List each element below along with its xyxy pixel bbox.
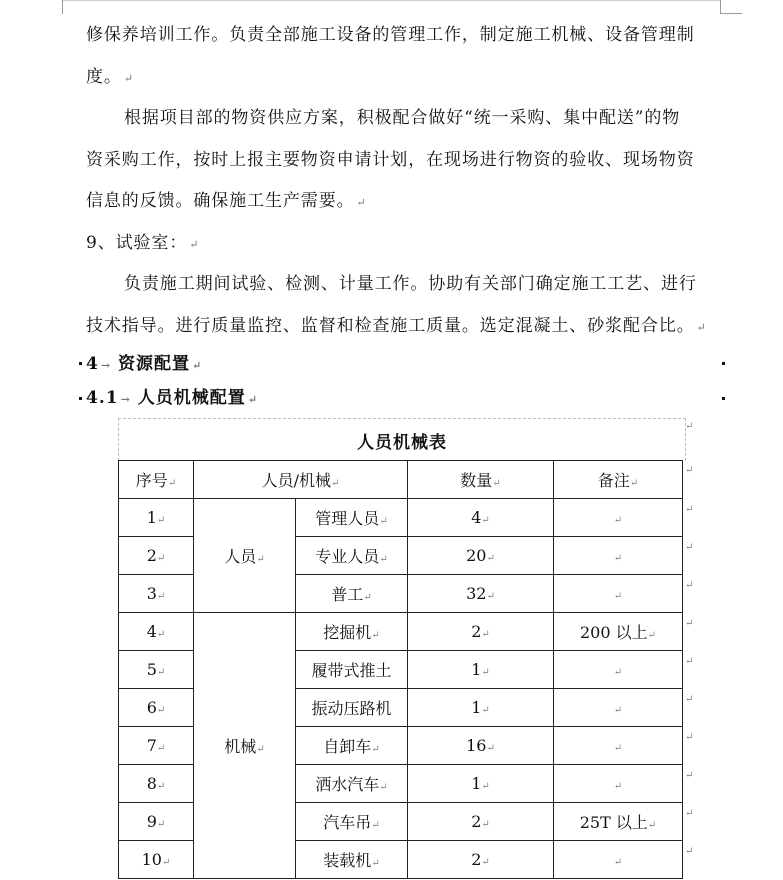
cell-no[interactable]: 1↵: [119, 499, 194, 537]
cell-mark: ↵: [156, 515, 166, 526]
cell-mark: ↵: [379, 554, 388, 565]
cell-mark: ↵: [156, 743, 166, 754]
header-no[interactable]: 序号↵: [119, 461, 194, 499]
cell-mark: ↵: [156, 667, 166, 678]
cell-mark: ↵: [363, 592, 372, 603]
paragraph-line: 修保养培训工作。负责全部施工设备的管理工作，制定施工机械、设备管理制: [86, 25, 695, 45]
tab-mark: →: [100, 359, 112, 372]
cell-mark: ↵: [331, 478, 340, 489]
row-end-mark: ↵: [685, 694, 694, 705]
cell-mark: ↵: [156, 705, 166, 716]
row-end-mark: ↵: [685, 846, 694, 857]
cell-mark: ↵: [486, 591, 495, 602]
cell-qty[interactable]: 1↵: [408, 651, 554, 689]
row-end-mark: ↵: [685, 465, 694, 476]
cell-note[interactable]: [554, 727, 683, 765]
cell-item[interactable]: 普工↵: [296, 575, 408, 613]
list-bullet: [79, 397, 82, 400]
cell-mark: ↵: [371, 630, 380, 641]
row-end-mark: ↵: [685, 770, 694, 781]
cell-mark: ↵: [481, 781, 490, 792]
row-end-mark: ↵: [685, 504, 694, 515]
heading-4: 4 → 资源配置 ↵: [86, 354, 203, 374]
cell-mark: ↵: [167, 478, 177, 489]
cell-no[interactable]: 4↵: [119, 613, 194, 651]
paragraph-line: 9、试验室： ↵: [86, 233, 200, 253]
header-row: [119, 461, 683, 499]
cell-no[interactable]: 5↵: [119, 651, 194, 689]
cell-mark: ↵: [647, 820, 657, 831]
cell-no[interactable]: 6↵: [119, 689, 194, 727]
page-top-rule: [62, 0, 720, 1]
cell-group-personnel[interactable]: 人员↵: [194, 499, 296, 613]
paragraph-mark: ↵: [123, 72, 134, 85]
list-bullet: [722, 397, 725, 400]
cell-item[interactable]: 装载机↵: [296, 841, 408, 879]
cell-mark: ↵: [613, 705, 623, 716]
cell-item[interactable]: 管理人员↵: [296, 499, 408, 537]
cell-mark: ↵: [481, 667, 490, 678]
cell-mark: ↵: [156, 819, 166, 830]
cell-note[interactable]: [554, 689, 683, 727]
cell-mark: ↵: [156, 629, 166, 640]
cell-mark: ↵: [613, 857, 623, 868]
row-end-mark: ↵: [685, 732, 694, 743]
cell-no[interactable]: 2↵: [119, 537, 194, 575]
cell-mark: ↵: [256, 744, 265, 755]
cell-mark: ↵: [161, 857, 171, 868]
paragraph-mark: ↵: [356, 196, 367, 209]
cell-no[interactable]: 10↵: [119, 841, 194, 879]
paragraph-line: 度。 ↵: [86, 67, 134, 87]
cell-note[interactable]: [554, 765, 683, 803]
cell-qty[interactable]: 20↵: [408, 537, 554, 575]
cell-note[interactable]: [554, 841, 683, 879]
cell-note[interactable]: [554, 575, 683, 613]
paragraph-line: 资采购工作，按时上报主要物资申请计划，在现场进行物资的验收、现场物资: [86, 150, 695, 170]
data-table[interactable]: [118, 460, 683, 879]
cell-item[interactable]: 履带式推土: [296, 651, 408, 689]
table-caption: 人员机械表: [357, 433, 447, 453]
paragraph-mark: ↵: [191, 359, 203, 372]
header-qty[interactable]: 数量↵: [408, 461, 554, 499]
cell-note[interactable]: 25T 以上↵: [554, 803, 683, 841]
list-bullet: [79, 362, 82, 365]
table-row: [119, 499, 683, 537]
cell-note[interactable]: [554, 651, 683, 689]
cell-mark: ↵: [379, 516, 388, 527]
cell-note[interactable]: [554, 537, 683, 575]
cell-qty[interactable]: 2↵: [408, 613, 554, 651]
cell-qty[interactable]: 2↵: [408, 841, 554, 879]
cell-no[interactable]: 7↵: [119, 727, 194, 765]
cell-item[interactable]: 振动压路机: [296, 689, 408, 727]
paragraph-mark: ↵: [189, 238, 200, 251]
crop-mark: [720, 13, 742, 14]
heading-4-1: 4.1 → 人员机械配置 ↵: [86, 388, 258, 408]
cell-qty[interactable]: 16↵: [408, 727, 554, 765]
cell-mark: ↵: [486, 553, 495, 564]
cell-mark: ↵: [256, 554, 265, 565]
row-end-mark: ↵: [685, 421, 694, 432]
header-item[interactable]: 人员/机械↵: [194, 461, 408, 499]
cell-mark: ↵: [156, 781, 166, 792]
cell-mark: ↵: [371, 744, 380, 755]
cell-mark: ↵: [156, 591, 166, 602]
cell-qty[interactable]: 2↵: [408, 803, 554, 841]
row-end-mark: ↵: [685, 618, 694, 629]
cell-mark: ↵: [613, 515, 623, 526]
cell-mark: ↵: [486, 743, 495, 754]
cell-mark: ↵: [492, 478, 501, 489]
header-note[interactable]: 备注↵: [554, 461, 683, 499]
cell-no[interactable]: 3↵: [119, 575, 194, 613]
cell-note[interactable]: [554, 499, 683, 537]
cell-mark: ↵: [371, 858, 380, 869]
cell-item[interactable]: 汽车吊↵: [296, 803, 408, 841]
list-bullet: [722, 362, 725, 365]
cell-note[interactable]: 200 以上↵: [554, 613, 683, 651]
cell-mark: ↵: [613, 781, 623, 792]
row-end-mark: ↵: [685, 580, 694, 591]
personnel-machinery-table[interactable]: [118, 418, 686, 880]
row-end-mark: ↵: [685, 808, 694, 819]
cell-item[interactable]: 专业人员↵: [296, 537, 408, 575]
tab-mark: →: [120, 393, 131, 406]
cell-item[interactable]: 洒水汽车↵: [296, 765, 408, 803]
cell-item[interactable]: 自卸车↵: [296, 727, 408, 765]
cell-qty[interactable]: 4↵: [408, 499, 554, 537]
cell-qty[interactable]: 32↵: [408, 575, 554, 613]
row-end-mark: ↵: [685, 656, 694, 667]
paragraph-line: 技术指导。进行质量监控、监督和检查施工质量。选定混凝土、砂浆配合比。 ↵: [86, 316, 707, 336]
cell-mark: ↵: [379, 782, 388, 793]
cell-group-machinery[interactable]: 机械↵: [194, 613, 296, 879]
cell-qty[interactable]: 1↵: [408, 765, 554, 803]
cell-mark: ↵: [647, 630, 657, 641]
cell-item[interactable]: 挖掘机↵: [296, 613, 408, 651]
cell-mark: ↵: [629, 478, 639, 489]
row-end-mark: ↵: [685, 542, 694, 553]
cell-qty[interactable]: 1↵: [408, 689, 554, 727]
cell-mark: ↵: [613, 743, 623, 754]
cell-mark: ↵: [481, 705, 490, 716]
paragraph-line: 负责施工期间试验、检测、计量工作。协助有关部门确定施工工艺、进行: [124, 274, 697, 294]
cell-mark: ↵: [371, 820, 380, 831]
cell-mark: ↵: [613, 667, 623, 678]
table-row: [119, 613, 683, 651]
paragraph-mark: ↵: [247, 393, 258, 406]
cell-mark: ↵: [481, 515, 490, 526]
cell-mark: ↵: [481, 857, 490, 868]
crop-mark: [720, 0, 721, 14]
cell-mark: ↵: [613, 553, 623, 564]
cell-mark: ↵: [481, 629, 490, 640]
paragraph-mark: ↵: [696, 321, 707, 334]
paragraph-line: 根据项目部的物资供应方案，积极配合做好“统一采购、集中配送”的物: [124, 108, 681, 128]
cell-no[interactable]: 9↵: [119, 803, 194, 841]
paragraph-line: 信息的反馈。确保施工生产需要。 ↵: [86, 191, 367, 211]
cell-mark: ↵: [156, 553, 166, 564]
cell-mark: ↵: [613, 591, 623, 602]
cell-no[interactable]: 8↵: [119, 765, 194, 803]
crop-mark: [62, 0, 63, 14]
cell-mark: ↵: [481, 819, 490, 830]
